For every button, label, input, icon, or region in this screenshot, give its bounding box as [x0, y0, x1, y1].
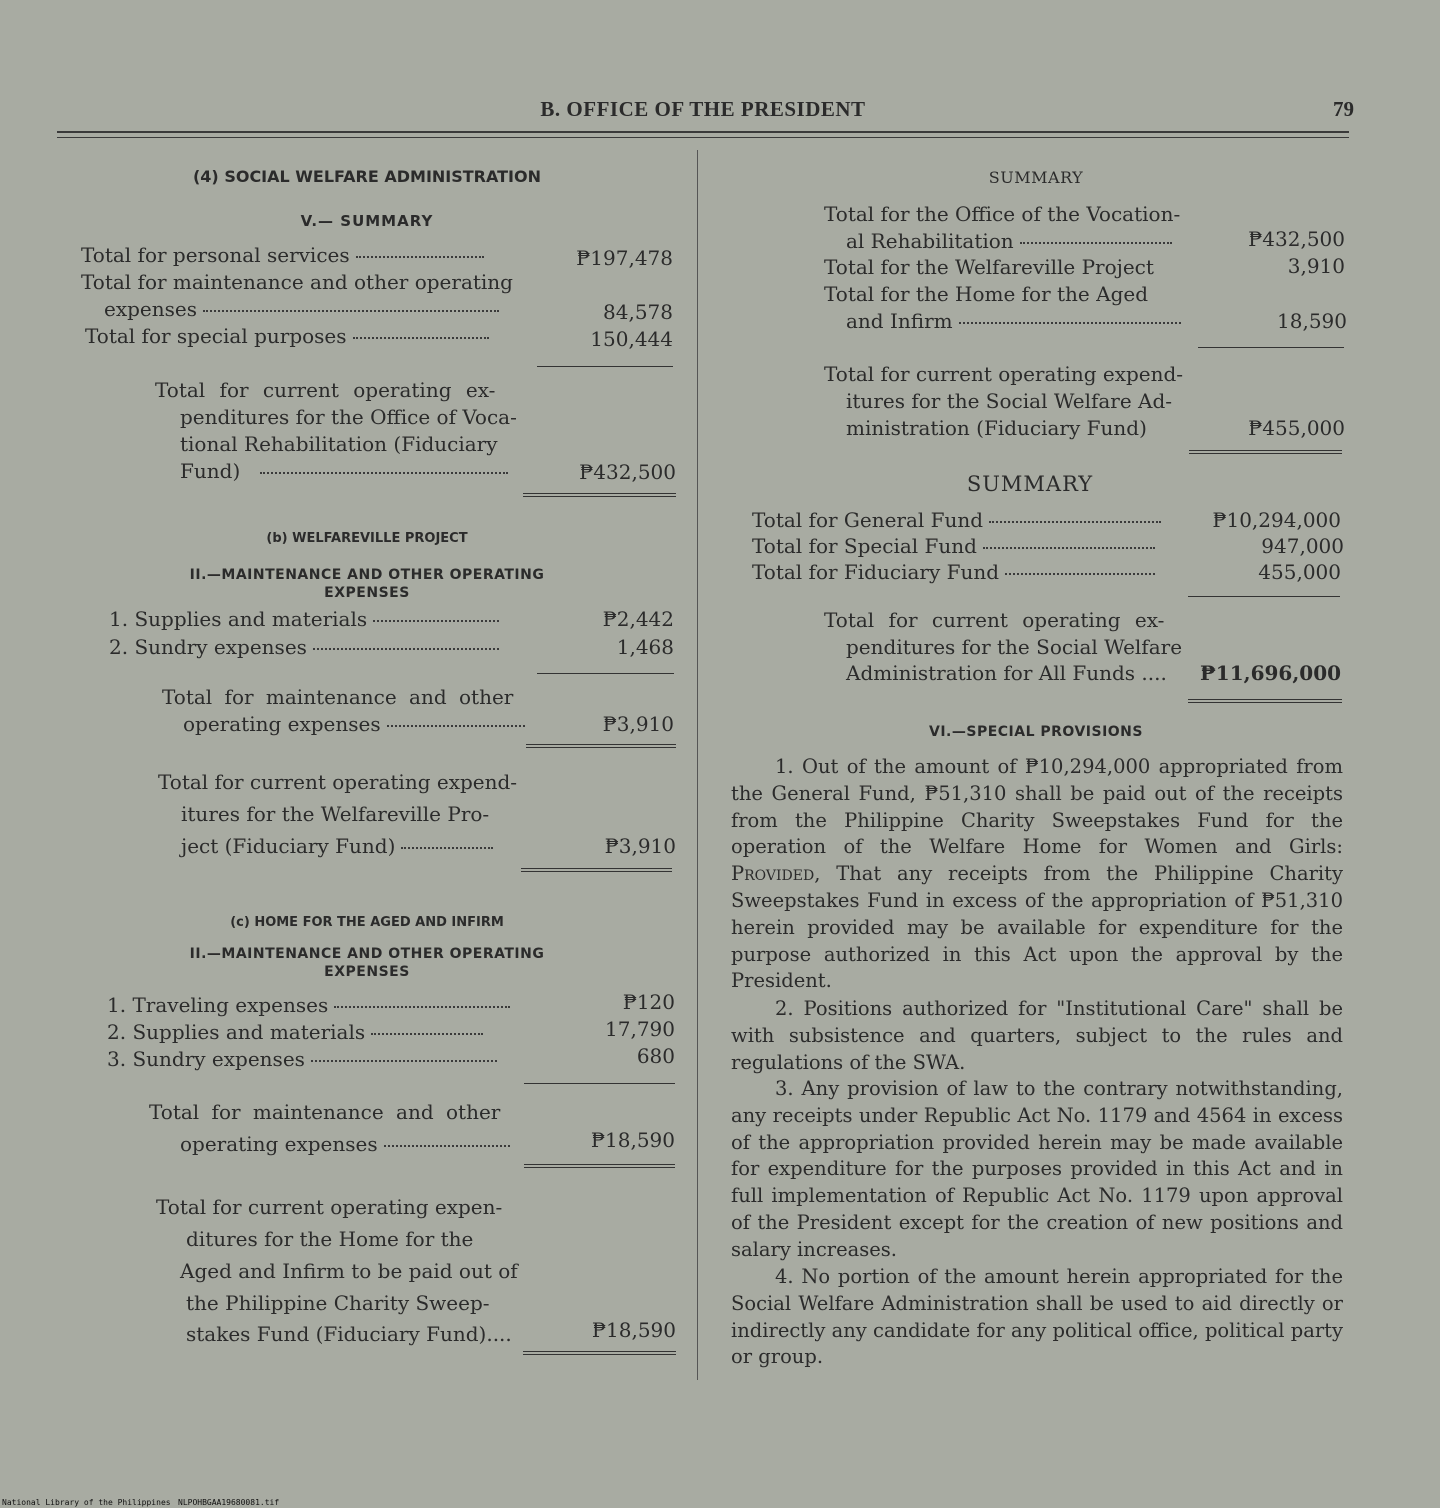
summary1-row-label: Total for the Welfareville Project: [824, 255, 1154, 279]
total-line: Total for current operating ex-: [155, 378, 496, 402]
footer-library: National Library of the Philippines: [2, 1498, 171, 1507]
double-rule: [1188, 699, 1342, 703]
summary1-row-amount: 3,910: [1287, 254, 1345, 278]
fund-row-label: Total for General Fund: [752, 507, 1161, 533]
fund-row-amount: 455,000: [1258, 560, 1341, 584]
total-amount: ₱18,590: [591, 1318, 676, 1342]
provisions-heading: VI.—SPECIAL PROVISIONS: [929, 724, 1143, 740]
grand-total-amount: ₱11,696,000: [1200, 661, 1342, 685]
total-line: ministration (Fiduciary Fund): [846, 416, 1147, 440]
fund-row-label: Total for Special Fund: [752, 533, 1155, 559]
total-amount: ₱455,000: [1248, 416, 1345, 440]
double-rule: [526, 744, 676, 748]
provision-paragraph: 3. Any provision of law to the contrary notwithstanding, any receipts under Republic Act No. 1179 and 4564 in excess of the appropriation provided herein may be made available for expenditure for the purposes provided in this Act and in full implementation of Republic Act No. 1179 upon approval of the President except for the creation of new positions and salary increases.: [731, 1077, 1343, 1261]
total-line: itures for the Social Welfare Ad-: [846, 389, 1173, 413]
summary-row-label: Total for special purposes: [85, 323, 489, 349]
expense-row-amount: 680: [636, 1044, 675, 1068]
total-line: Total for current operating expend-: [158, 770, 518, 794]
total-line: Total for current operating expend-: [824, 362, 1184, 386]
home-aged-title: (c) HOME FOR THE AGED AND INFIRM: [230, 915, 504, 930]
summary1-row-label: Total for the Home for the Aged: [824, 282, 1149, 306]
sum-rule: [1198, 347, 1344, 348]
fund-row-label: Total for Fiduciary Fund: [752, 559, 1155, 585]
home-aged-heading-2: EXPENSES: [324, 964, 410, 980]
sum-rule: [1188, 596, 1340, 597]
summary1-row-label: Total for the Office of the Vocation-: [824, 202, 1181, 226]
total-line: itures for the Welfareville Pro-: [181, 802, 490, 826]
total-line: Total for current operating ex-: [824, 608, 1165, 632]
double-rule: [523, 493, 676, 497]
double-rule: [521, 868, 672, 872]
column-divider: [697, 150, 698, 1380]
expense-row-amount: ₱120: [622, 990, 675, 1014]
fund-row-amount: 947,000: [1261, 534, 1344, 558]
provision-paragraph: 2. Positions authorized for "Institutional Care" shall be with subsistence and quarters, subject to the rules and regulations of the SWA.: [731, 997, 1343, 1074]
total-line: penditures for the Social Welfare: [846, 635, 1183, 659]
total-amount: ₱3,910: [602, 712, 674, 736]
total-line: ditures for the Home for the: [186, 1227, 474, 1251]
total-line: stakes Fund (Fiduciary Fund)....: [186, 1322, 512, 1346]
expense-row-amount: ₱2,442: [602, 607, 674, 631]
sum-rule: [537, 366, 673, 367]
double-rule: [523, 1351, 676, 1355]
total-line: Total for current operating expen-: [156, 1195, 503, 1219]
page-header-title: B. OFFICE OF THE PRESIDENT: [540, 97, 866, 121]
fund-row-amount: ₱10,294,000: [1212, 508, 1341, 532]
total-line: Administration for All Funds ....: [846, 661, 1167, 685]
sum-rule: [537, 673, 674, 674]
total-line: Total for maintenance and other: [149, 1100, 501, 1124]
total-line: tional Rehabilitation (Fiduciary: [180, 432, 498, 456]
total-line: Aged and Infirm to be paid out of: [180, 1259, 518, 1283]
expense-row-label: 1. Supplies and materials: [109, 606, 499, 632]
page-number: 79: [1333, 97, 1354, 121]
total-line: operating expenses: [183, 711, 525, 737]
double-rule: [1189, 450, 1342, 454]
header-rule-thin: [57, 137, 1349, 138]
welfareville-heading: II.—MAINTENANCE AND OTHER OPERATING: [189, 567, 545, 583]
expense-row-amount: 17,790: [605, 1017, 675, 1041]
summary1-row-amount: ₱432,500: [1248, 227, 1345, 251]
summary1-row-label: and Infirm: [846, 308, 1181, 334]
expense-row-label: 2. Supplies and materials: [107, 1019, 483, 1045]
expense-row-label: 1. Traveling expenses: [107, 992, 510, 1018]
home-aged-heading: II.—MAINTENANCE AND OTHER OPERATING: [189, 946, 545, 962]
section-title: (4) SOCIAL WELFARE ADMINISTRATION: [192, 167, 541, 186]
expense-row-label: 2. Sundry expenses: [109, 634, 499, 660]
summary1-row-label: al Rehabilitation: [846, 228, 1172, 254]
summary-heading: V.— SUMMARY: [300, 212, 434, 230]
summary-row-amount: ₱197,478: [576, 246, 673, 270]
total-line: the Philippine Charity Sweep-: [186, 1291, 490, 1315]
sum-rule: [524, 1083, 675, 1084]
total-line: penditures for the Office of Voca-: [180, 405, 517, 429]
provision-paragraph: 1. Out of the amount of ₱10,294,000 appropriated from the General Fund, ₱51,310 shall be paid out of the receipts from the Philippine Charity Sweepstakes Fund for the operation of the Welfare Home for Women and Girls: Provided, That any receipts from the Philippine Charity Sweepstakes Fund in excess of the appropriation of ₱51,310 herein provided may be available for expenditure for the purpose authorized in this Act upon the approval by the President.: [731, 755, 1343, 993]
summary-row-label: expenses: [104, 296, 499, 322]
total-amount: ₱18,590: [590, 1128, 675, 1152]
total-amount: ₱432,500: [579, 460, 676, 484]
summary-row-label: Total for maintenance and other operating: [81, 270, 513, 294]
provision-paragraph: 4. No portion of the amount herein appropriated for the Social Welfare Administration shall be used to aid directly or indirectly any candidate for any political office, political party or group.: [731, 1265, 1343, 1369]
summary-row-amount: 150,444: [590, 327, 673, 351]
total-amount: ₱3,910: [604, 834, 676, 858]
expense-row-label: 3. Sundry expenses: [107, 1046, 497, 1072]
expense-row-amount: 1,468: [616, 635, 674, 659]
summary1-heading: SUMMARY: [988, 168, 1084, 187]
summary2-heading: SUMMARY: [966, 472, 1094, 496]
footer-file: NLPOHBGAA19680081.tif: [178, 1498, 280, 1507]
summary1-row-amount: 18,590: [1277, 309, 1347, 333]
total-line: ject (Fiduciary Fund): [181, 833, 493, 859]
total-line: operating expenses: [180, 1131, 510, 1157]
welfareville-title: (b) WELFAREVILLE PROJECT: [266, 531, 468, 546]
header-rule: [57, 131, 1349, 133]
welfareville-heading-2: EXPENSES: [324, 585, 410, 601]
summary-row-amount: 84,578: [603, 300, 673, 324]
summary-row-label: Total for personal services: [81, 242, 484, 268]
total-line: Fund): [180, 458, 508, 484]
double-rule: [524, 1164, 675, 1168]
total-line: Total for maintenance and other: [162, 685, 514, 709]
